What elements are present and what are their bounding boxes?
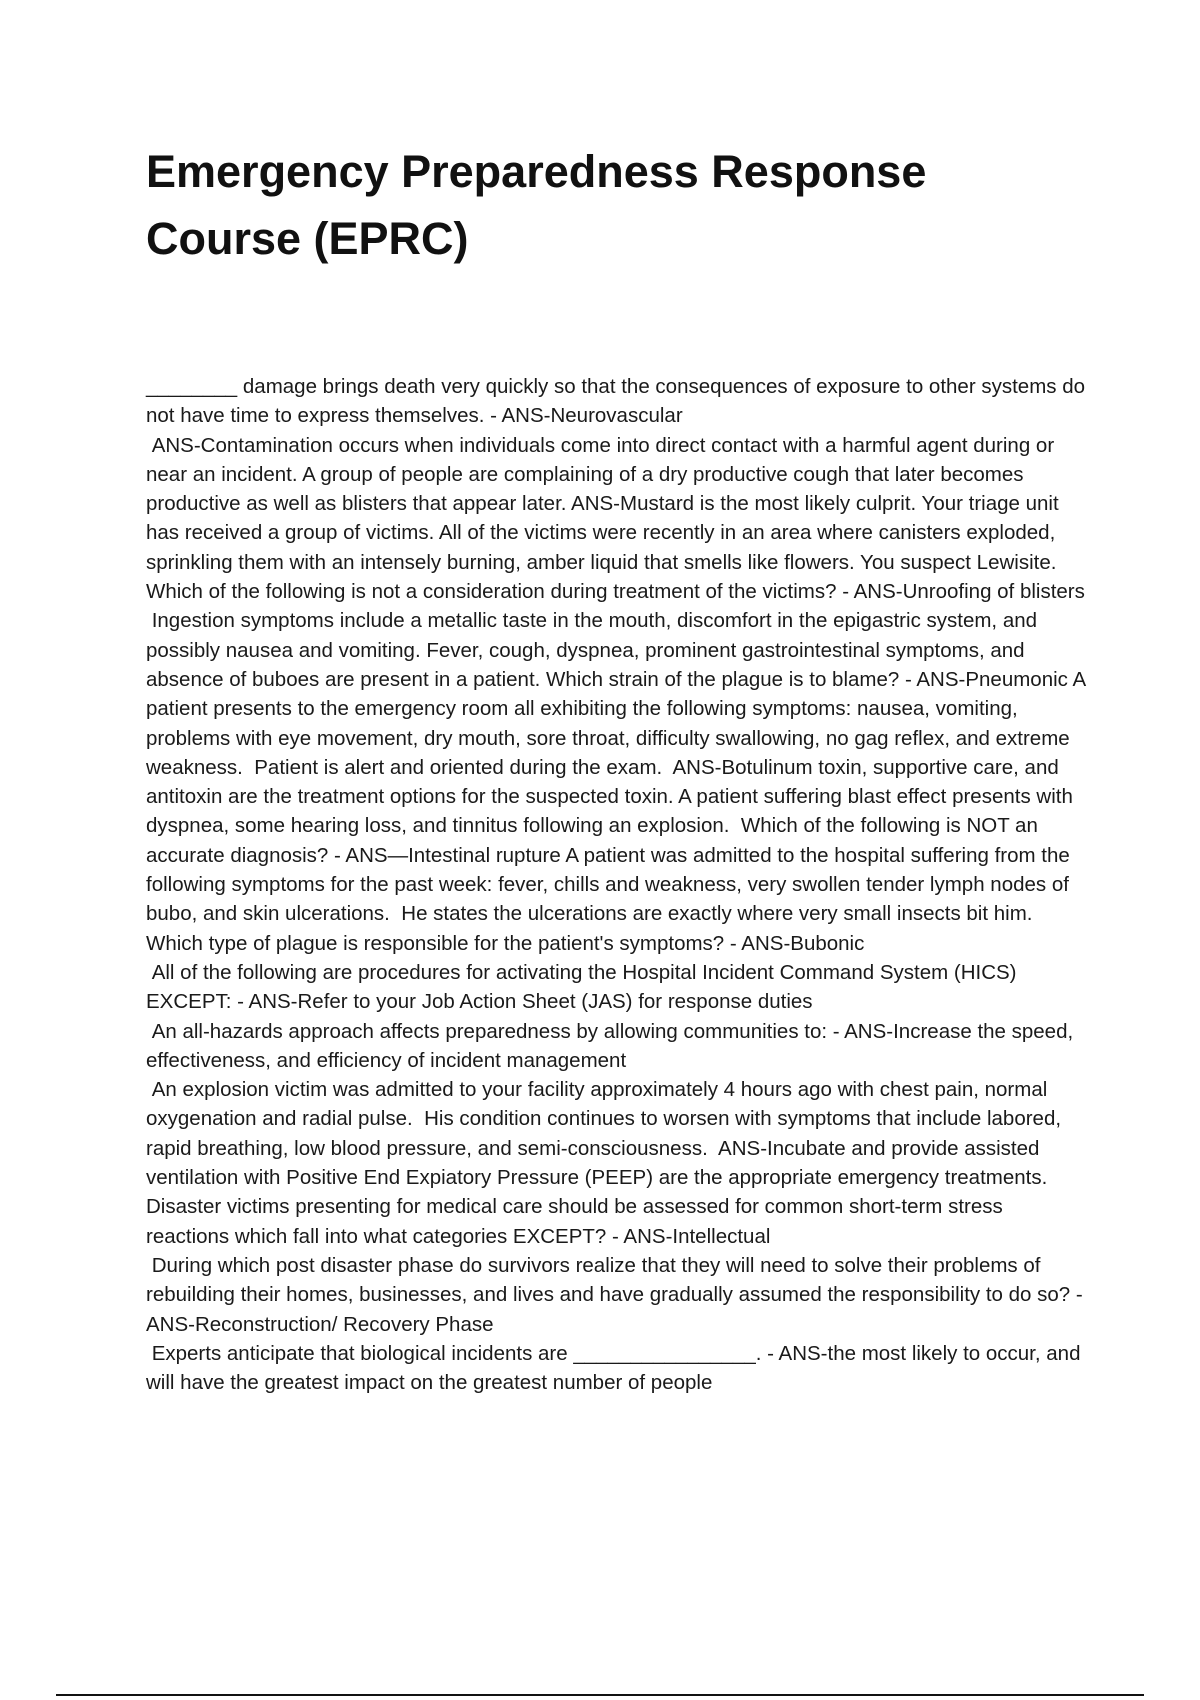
document-body-text: ________ damage brings death very quickly so that the consequences of exposure to other systems do not have time to express themselves. - ANS-Neurovascular ANS-Contamination occurs when individuals come into direct contact with a harmful agent during or near an incident. A group of people are complaining of a dry productive cough that later becomes productive as well as blisters that appear later. ANS-Mustard is the most likely culprit. Your triage unit has received a group of victims. All of the victims were recently in an area where canisters exploded, sprinkling them with an intensely burning, amber liquid that smells like flowers. You suspect Lewisite. Which of the following is not a consideration during treatment of the victims? - ANS-Unroofing of blisters Ingestion symptoms include a metallic taste in the mouth, discomfort in the epigastric system, and possibly nausea and vomiting. Fever, cough, dyspnea, prominent gastrointestinal symptoms, and absence of buboes are present in a patient. Which strain of the plague is to blame? - ANS-Pneumonic A patient presents to the emergency room all exhibiting the following symptoms: nausea, vomiting, problems with eye movement, dry mouth, sore throat, difficulty swallowing, no gag reflex, and extreme weakness. Patient is alert and oriented during the exam. ANS-Botulinum toxin, supportive care, and antitoxin are the treatment options for the suspected toxin. A patient suffering blast effect presents with dyspnea, some hearing loss, and tinnitus following an explosion. Which of the following is NOT an accurate diagnosis? - ANS—Intestinal rupture A patient was admitted to the hospital suffering from the following symptoms for the past week: fever, chills and weakness, very swollen tender lymph nodes of bubo, and skin ulcerations. He states the ulcerations are exactly where very small insects bit him. Which type of plague is responsible for the patient's symptoms? - ANS-Bubonic All of the following are procedures for activating the Hospital Incident Command System (HICS) EXCEPT: - ANS-Refer to your Job Action Sheet (JAS) for response duties An all-hazards approach affects preparedness by allowing communities to: - ANS-Increase the speed, effectiveness, and efficiency of incident management An explosion victim was admitted to your facility approximately 4 hours ago with chest pain, normal oxygenation and radial pulse. His condition continues to worsen with symptoms that include labored, rapid breathing, low blood pressure, and semi-consciousness. ANS-Incubate and provide assisted ventilation with Positive End Expiatory Pressure (PEEP) are the appropriate emergency treatments. Disaster victims presenting for medical care should be assessed for common short-term stress reactions which fall into what categories EXCEPT? - ANS-Intellectual During which post disaster phase do survivors realize that they will need to solve their problems of rebuilding their homes, businesses, and lives and have gradually assumed the responsibility to do so? - ANS-Reconstruction/ Recovery Phase Experts anticipate that biological incidents are ________________. - ANS-the most likely to occur, and will have the greatest impact on the greatest number of people [146,375,1086,1395]
document-title: Emergency Preparedness Response Course (EPRC) [146,146,927,264]
footer-divider [56,1694,1144,1696]
